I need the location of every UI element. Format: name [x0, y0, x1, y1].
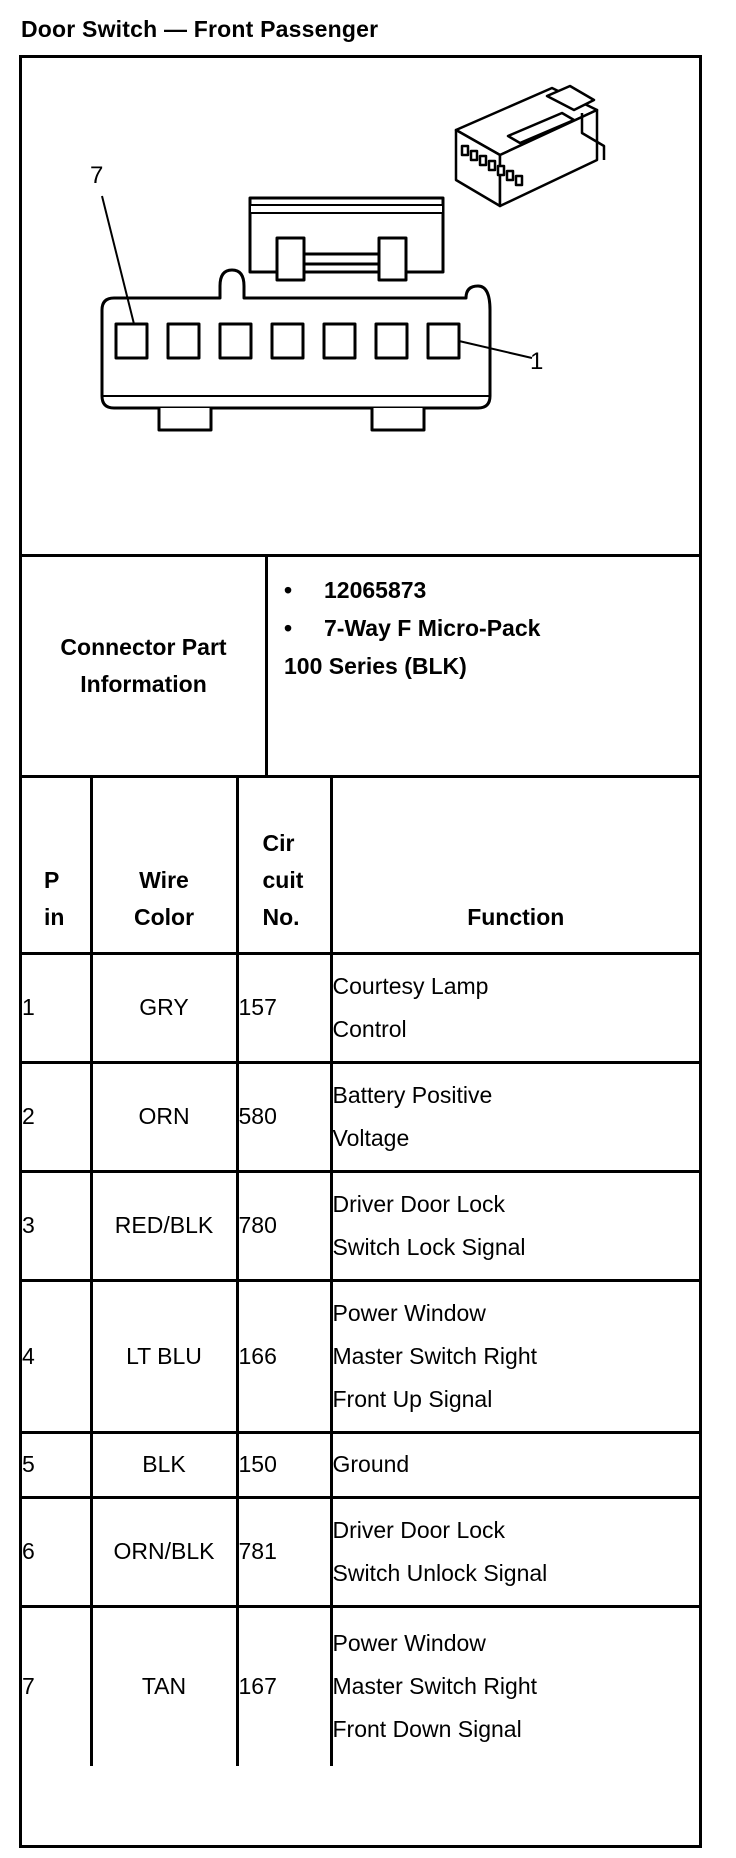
pin-function: Driver Door Lock Switch Unlock Signal [331, 1497, 699, 1606]
pin-number: 6 [22, 1497, 91, 1606]
pin-number: 7 [22, 1606, 91, 1766]
pin-function: Ground [331, 1432, 699, 1497]
table-row [22, 1062, 699, 1171]
info-label-line-1: Connector Part [60, 634, 227, 660]
connector-part-info-row [22, 557, 699, 778]
wire-color: ORN/BLK [91, 1497, 237, 1606]
circuit-number: 166 [237, 1280, 331, 1432]
circuit-number: 157 [237, 953, 331, 1062]
table-row [22, 953, 699, 1062]
info-label-line-2: Information [80, 671, 207, 697]
circuit-number: 781 [237, 1497, 331, 1606]
wire-color: GRY [91, 953, 237, 1062]
table-row [22, 1497, 699, 1606]
table-row [22, 1432, 699, 1497]
pin-function: Battery Positive Voltage [331, 1062, 699, 1171]
pin-function: Courtesy Lamp Control [331, 953, 699, 1062]
pin-7-callout: 7 [90, 162, 104, 189]
circuit-number: 780 [237, 1171, 331, 1280]
circuit-number: 580 [237, 1062, 331, 1171]
page-title: Door Switch — Front Passenger [21, 16, 379, 42]
wire-color: LT BLU [91, 1280, 237, 1432]
part-number-item: • 12065873 [284, 571, 540, 609]
pin-number: 4 [22, 1280, 91, 1432]
pin-function: Power Window Master Switch Right Front Down Signal [331, 1606, 699, 1766]
wire-color: ORN [91, 1062, 237, 1171]
connector-part-info-label [22, 557, 268, 775]
connector-part-info-list [284, 571, 540, 685]
wire-color: BLK [91, 1432, 237, 1497]
wire-color: RED/BLK [91, 1171, 237, 1280]
table-row [22, 1606, 699, 1766]
pin-function: Power Window Master Switch Right Front Up Signal [331, 1280, 699, 1432]
pin-function: Driver Door Lock Switch Lock Signal [331, 1171, 699, 1280]
header-function: Function [331, 778, 699, 953]
bullet-icon: • [284, 615, 293, 641]
connector-diagram [22, 58, 699, 557]
pin-1-callout: 1 [530, 348, 544, 375]
pin-table [22, 778, 699, 1766]
header-wire-color: Wire Color [91, 778, 237, 953]
circuit-number: 167 [237, 1606, 331, 1766]
bullet-icon: • [284, 577, 293, 603]
pin-table-header [22, 778, 699, 953]
connector-type-item: • 7-Way F Micro-Pack [284, 609, 540, 647]
pin-number: 2 [22, 1062, 91, 1171]
circuit-number: 150 [237, 1432, 331, 1497]
pin-number: 5 [22, 1432, 91, 1497]
header-pin: P in [22, 778, 91, 953]
pin-number: 3 [22, 1171, 91, 1280]
connector-face-drawing [22, 58, 699, 554]
connector-face [102, 196, 532, 430]
connector-card [19, 55, 702, 1848]
table-row [22, 1171, 699, 1280]
connector-series-text: 100 Series (BLK) [284, 653, 467, 679]
wire-color: TAN [91, 1606, 237, 1766]
table-row [22, 1280, 699, 1432]
connector-isometric-icon [456, 86, 604, 206]
header-circuit-no: Cir cuit No. [237, 778, 331, 953]
pin-number: 1 [22, 953, 91, 1062]
